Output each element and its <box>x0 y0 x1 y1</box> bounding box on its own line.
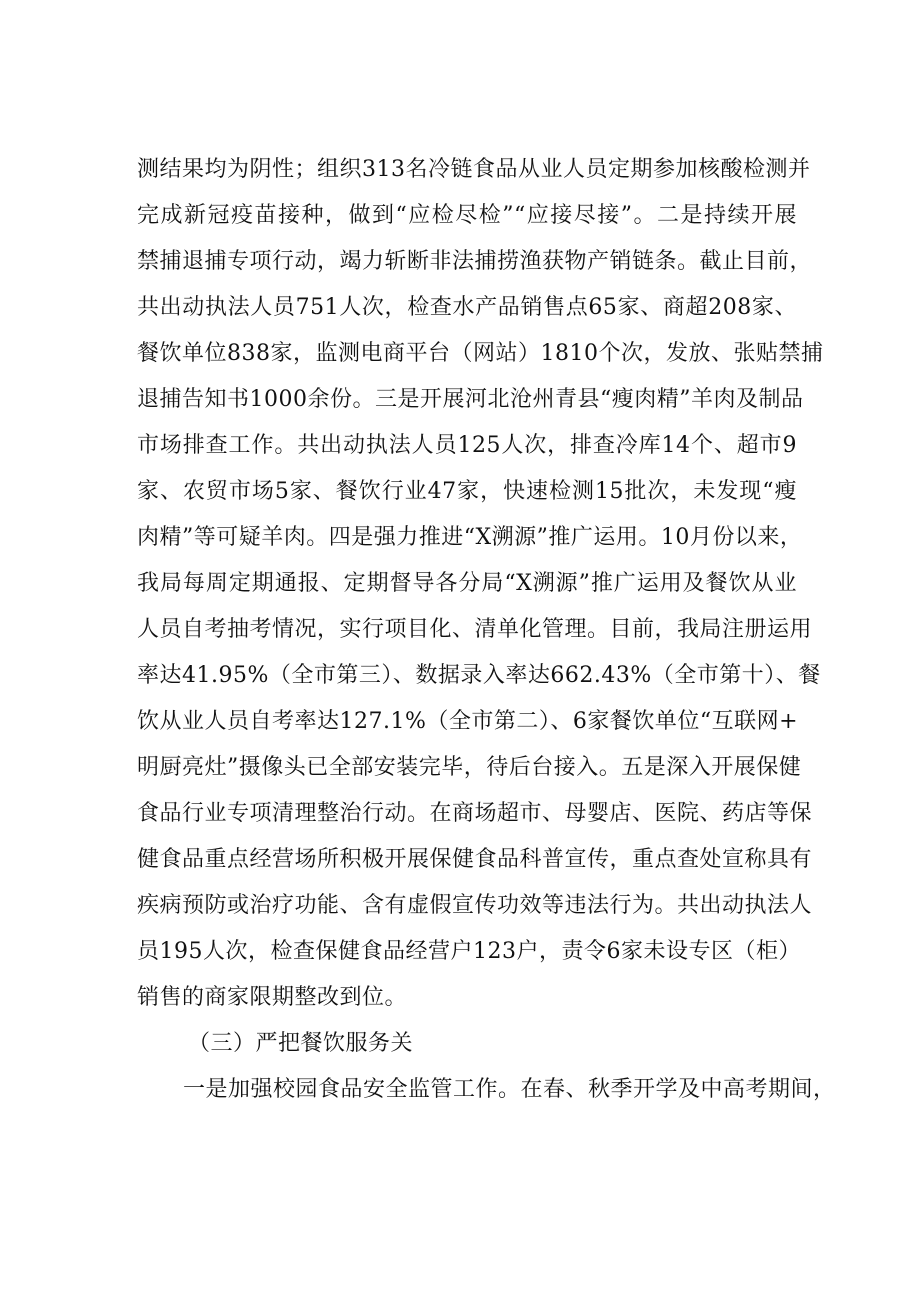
body-text-line: 共出动执法人员751人次，检查水产品销售点65家、商超208家、 <box>137 295 797 320</box>
body-text-line: 肉精”等可疑羊肉。四是强力推进“X溯源”推广运用。10月份以来， <box>137 525 803 550</box>
body-text-line: 禁捕退捕专项行动，竭力斩断非法捕捞渔获物产销链条。截止目前， <box>137 249 813 274</box>
body-text-line: 明厨亮灶”摄像头已全部安装完毕，待后台接入。五是深入开展保健 <box>137 755 802 780</box>
body-text-line: 食品行业专项清理整治行动。在商场超市、母婴店、医院、药店等保 <box>137 801 813 826</box>
body-text-line: 退捕告知书1000余份。三是开展河北沧州青县“瘦肉精”羊肉及制品 <box>137 387 804 412</box>
body-text-line: 疾病预防或治疗功能、含有虚假宣传功效等违法行为。共出动执法人 <box>137 893 813 918</box>
body-text-line: 完成新冠疫苗接种，做到“应检尽检”“应接尽接”。二是持续开展 <box>137 203 797 228</box>
section-heading: （三）严把餐饮服务关 <box>188 1031 414 1056</box>
body-text-line: 一是加强校园食品安全监管工作。在春、秋季开学及中高考期间， <box>183 1077 836 1102</box>
body-text-line: 我局每周定期通报、定期督导各分局“X溯源”推广运用及餐饮从业 <box>137 571 797 596</box>
body-text-line: 销售的商家限期整改到位。 <box>137 985 408 1010</box>
body-text-line: 饮从业人员自考率达127.1%（全市第二）、6家餐饮单位“互联网+ <box>137 709 799 734</box>
body-text-line: 员195人次，检查保健食品经营户123户，责令6家未设专区（柜） <box>137 939 801 964</box>
body-text-line: 率达41.95%（全市第三）、数据录入率达662.43%（全市第十）、餐 <box>137 663 821 688</box>
body-text-line: 人员自考抽考情况，实行项目化、清单化管理。目前，我局注册运用 <box>137 617 813 642</box>
body-text-line: 家、农贸市场5家、餐饮行业47家，快速检测15批次，未发现“瘦 <box>137 479 797 504</box>
body-text-line: 测结果均为阴性；组织313名冷链食品从业人员定期参加核酸检测并 <box>137 157 811 182</box>
body-text-line: 健食品重点经营场所积极开展保健食品科普宣传，重点查处宣称具有 <box>137 847 813 872</box>
body-text-line: 市场排查工作。共出动执法人员125人次，排查冷库14个、超市9 <box>137 433 797 458</box>
body-text-line: 餐饮单位838家，监测电商平台（网站）1810个次，发放、张贴禁捕 <box>137 341 824 366</box>
